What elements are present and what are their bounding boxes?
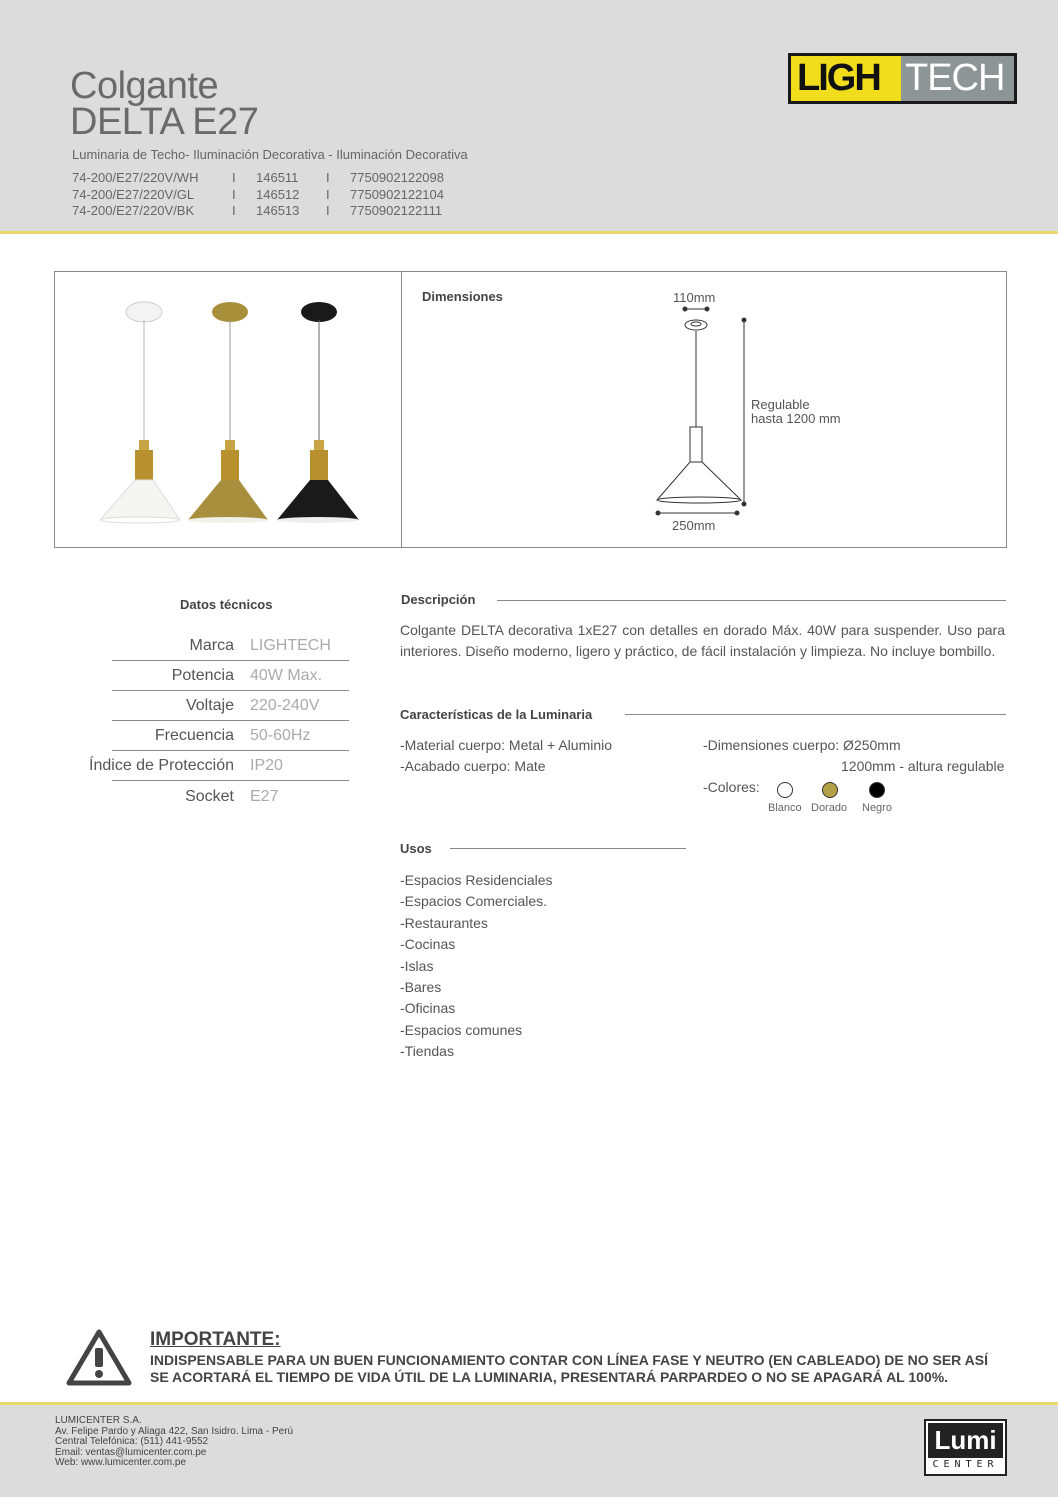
list-item: -Restaurantes	[400, 914, 488, 931]
spec-value: 40W Max.	[250, 667, 323, 684]
code-separator: I	[232, 186, 236, 202]
important-title: IMPORTANTE:	[150, 1329, 281, 1350]
important-text	[150, 1352, 1020, 1386]
spec-row-frecuencia	[112, 721, 349, 751]
black-pendant-image	[277, 302, 359, 523]
code-model: 74-200/E27/220V/GL	[72, 186, 195, 202]
code-separator: I	[326, 186, 330, 202]
title-line-2: DELTA E27	[70, 101, 259, 143]
description-title: Descripción	[401, 592, 476, 607]
code-separator: I	[232, 203, 236, 218]
list-item: -Cocinas	[400, 936, 456, 953]
spec-key: Potencia	[171, 667, 234, 684]
spec-row-potencia	[112, 661, 349, 691]
title-line-1: Colgante	[70, 65, 219, 107]
feature-finish: -Acabado cuerpo: Mate	[400, 758, 546, 774]
code-model: 74-200/E27/220V/BK	[72, 203, 195, 218]
list-item: -Espacios comunes	[400, 1021, 523, 1038]
uses-list	[400, 870, 553, 1063]
code-number: 146511	[256, 170, 299, 185]
spec-key: Socket	[185, 788, 234, 805]
spec-row-marca	[112, 631, 349, 661]
spec-row-socket	[112, 782, 349, 812]
color-swatch-black	[869, 782, 885, 798]
list-item: -Tiendas	[400, 1043, 454, 1060]
code-number: 146512	[256, 186, 300, 202]
spec-value: 220-240V	[250, 697, 320, 714]
important-line-1: INDISPENSABLE PARA UN BUEN FUNCIONAMIENTO CONTAR CON LÍNEA FASE Y NEUTRO (EN CABLEADO) DE NO SER ASÍ	[150, 1352, 988, 1368]
subtitle: Luminaria de Techo- Iluminación Decorativa - Iluminación Decorativa	[72, 147, 468, 162]
code-separator: I	[232, 170, 236, 185]
company-web: Web: www.lumicenter.com.pe	[55, 1457, 186, 1469]
important-line-2: SE ACORTARÁ EL TIEMPO DE VIDA ÚTIL DE LA LUMINARIA, PRESENTARÁ PARPARDEO O NO SE APAGARÁ AL 100%.	[150, 1369, 949, 1385]
list-item: -Espacios Residenciales	[400, 872, 553, 888]
dimensions-label: Dimensiones	[422, 289, 503, 304]
spec-value: E27	[250, 788, 279, 805]
company-phone: Central Telefónica: (511) 441-9552	[55, 1436, 209, 1448]
list-item: -Oficinas	[400, 1000, 456, 1017]
uses-rule	[450, 848, 686, 849]
code-ean: 7750902122098	[350, 170, 444, 185]
product-photo	[55, 272, 401, 547]
spec-value: LIGHTECH	[250, 637, 331, 654]
bottom-width-label: 250mm	[672, 518, 716, 533]
color-swatch-gold	[822, 782, 838, 798]
code-row	[72, 203, 444, 220]
list-item: -Bares	[400, 979, 442, 996]
gold-pendant-image	[188, 302, 268, 523]
code-model: 74-200/E27/220V/WH	[72, 170, 199, 185]
code-separator: I	[326, 170, 330, 185]
spec-row-proteccion	[89, 751, 349, 781]
dimension-drawing	[645, 304, 845, 544]
feature-dimensions: -Dimensiones cuerpo: Ø250mm	[703, 737, 901, 753]
color-name-black: Negro	[862, 802, 892, 814]
spec-value: 50-60Hz	[250, 727, 311, 744]
product-box	[54, 271, 1007, 548]
white-pendant-image	[100, 302, 180, 523]
height-label-line1: Regulable	[751, 397, 810, 412]
top-width-label: 110mm	[673, 290, 716, 305]
code-ean: 7750902122104	[350, 186, 444, 202]
uses-title: Usos	[400, 841, 432, 856]
company-name: LUMICENTER S.A.	[55, 1415, 142, 1426]
description-text: Colgante DELTA decorativa 1xE27 con detalles en dorado Máx. 40W para suspender. Uso para interiores. Diseño moderno, ligero y práctico, de fácil instalación y limpieza. No incluye bombillo.	[400, 622, 1005, 659]
lumicenter-logo-top: Lumi	[928, 1423, 1003, 1458]
code-row	[72, 170, 444, 187]
spec-row-voltaje	[112, 691, 349, 721]
company-address: Av. Felipe Pardo y Aliaga 422, San Isidro. Lima - Perú	[55, 1425, 294, 1437]
feature-material: -Material cuerpo: Metal + Aluminio	[400, 737, 613, 753]
footer	[0, 1402, 1058, 1497]
list-item: -Espacios Comerciales.	[400, 893, 548, 910]
lightech-logo	[788, 53, 1017, 104]
spec-key: Voltaje	[185, 697, 234, 714]
code-number: 146513	[256, 203, 300, 218]
lumicenter-logo-bottom: CENTER	[932, 1459, 999, 1470]
features-title: Características de la Luminaria	[400, 707, 593, 722]
description-rule	[497, 600, 1006, 601]
spec-key: Frecuencia	[154, 727, 234, 744]
spec-key: Índice de Protección	[89, 757, 234, 774]
height-label-line2: hasta 1200 mm	[751, 411, 841, 426]
code-separator: I	[326, 203, 330, 218]
colors-label: -Colores:	[703, 779, 760, 795]
spec-value: IP20	[250, 757, 283, 774]
spec-key: Marca	[189, 637, 234, 654]
page-title	[70, 65, 259, 143]
header	[0, 0, 1058, 234]
product-codes	[72, 170, 444, 220]
color-swatch-white	[777, 782, 793, 798]
code-row	[72, 187, 444, 204]
list-item: -Islas	[400, 957, 434, 974]
company-email: Email: ventas@lumicenter.com.pe	[55, 1446, 207, 1458]
tech-data-title: Datos técnicos	[180, 597, 273, 612]
company-info	[55, 1416, 293, 1469]
box-divider	[401, 272, 402, 547]
features-rule	[625, 714, 1006, 715]
logo-text-part2: TECH	[901, 56, 1014, 101]
feature-height: 1200mm - altura regulable	[841, 758, 1005, 774]
warning-icon	[66, 1328, 132, 1386]
lumicenter-logo	[924, 1419, 1007, 1476]
code-ean: 7750902122111	[350, 203, 443, 218]
color-name-white: Blanco	[768, 802, 802, 814]
color-name-gold: Dorado	[811, 802, 848, 814]
logo-text-part1: LIGH	[791, 56, 901, 101]
